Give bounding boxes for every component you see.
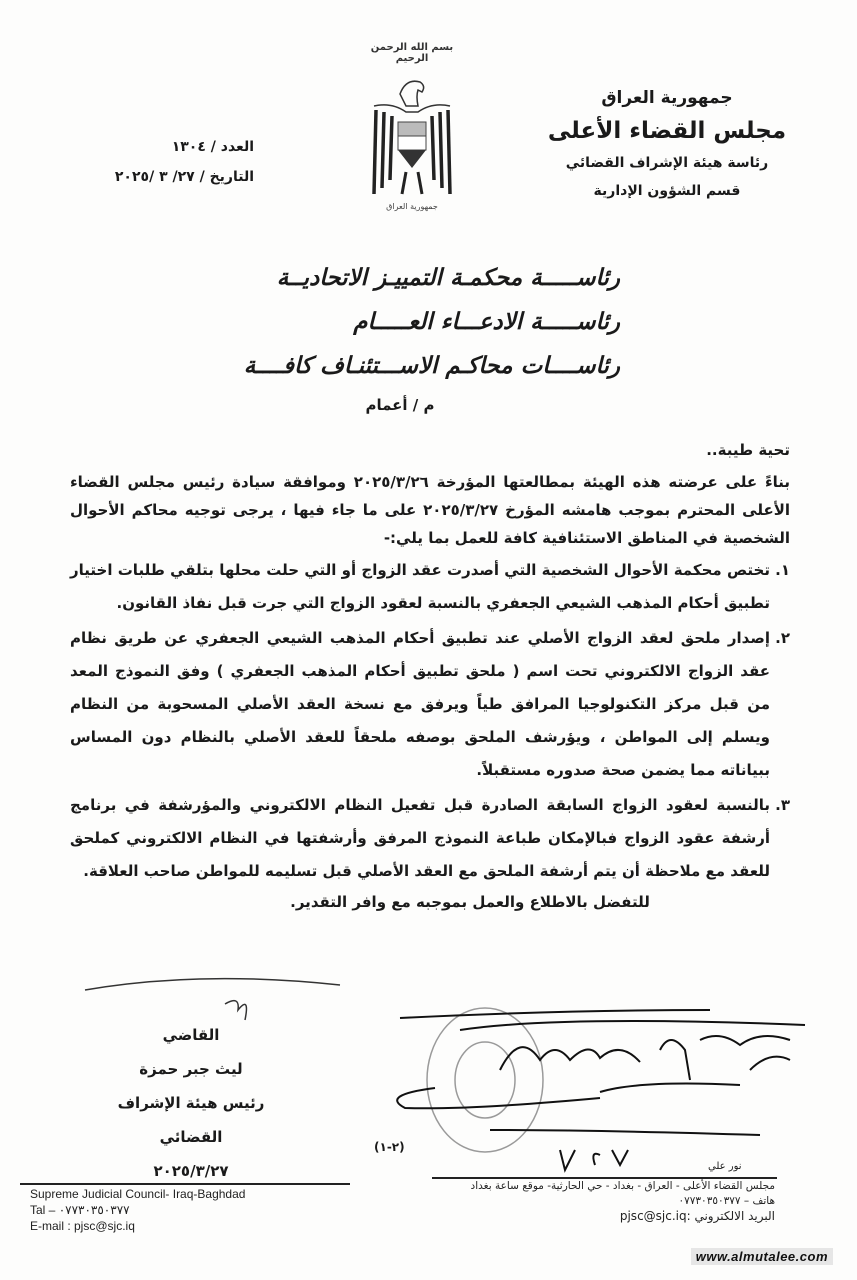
footer-org-en: Supreme Judicial Council- Iraq-Baghdad [30,1187,246,1201]
addressee-appeal-courts: رئاســــات محاكـم الاســـتئنـاف كافــــة [243,353,620,379]
directive-number: ٢. [775,629,790,647]
directive-number: ١. [775,561,790,579]
official-stamp-icon [427,1008,543,1152]
country-name: جمهورية العراق [601,88,733,108]
closing-line: للتفضل بالاطلاع والعمل بموجبه مع وافر التقدير. [290,893,650,911]
footer-divider [20,1183,350,1185]
initials-name: نور علي [708,1161,742,1172]
footer-address-ar: مجلس القضاء الأعلى - العراق - بغداد - حي الحارثية- موقع ساعة بغداد [470,1180,775,1192]
eagle-emblem-icon [362,66,462,216]
footer-email-en: E-mail : pjsc@sjc.iq [30,1219,135,1233]
signatory-title: القاضي [162,1026,220,1044]
subject-line: م / أعمام [365,396,435,414]
intro-paragraph: بناءً على عرضته هذه الهيئة بمطالعتها المؤرخة ٢٠٢٥/٣/٢٦ وموافقة سيادة رئيس مجلس القضاء الأعلى المحترم بموجب هامشه المؤرخ ٢٠٢٥/٣/٢٧ على ما جاء فيها ، يرجى توجيه محاكم الأحوال الشخصية في المناطق الاستئنافية كافة للعمل بما يلي:- [70,473,791,547]
directive-text: إصدار ملحق لعقد الزواج الأصلي عند تطبيق أحكام المذهب الشيعي الجعفري عن طريق نظام عقد الزواج الالكتروني تحت اسم ( ملحق تطبيق أحكام المذهب الجعفري ) وفق النموذج المعد من قبل مركز التكنولوجيا المرافق طياً ويرفق مع نسخة العقد الأصلي المسحوبة من النظام ويسلم إلى المواطن ، ويؤرشف الملحق بوصفه ملحقاً للعقد الأصلي بالنظام دون المساس ببياناته مما يضمن صحة صدوره مستقبلاً. [70,629,770,779]
council-name: مجلس القضاء الأعلى [547,118,787,144]
department-name: قسم الشؤون الإدارية [593,183,741,199]
footer-english [30,1186,245,1234]
footer-phone-ar: هاتف – ٠٧٧٣٠٣٥٠٣٧٧ [678,1195,775,1207]
signatory-name: ليث جبر حمزة [139,1060,243,1078]
handwritten-signature-icon [397,1010,805,1170]
letterhead-institution [537,82,797,204]
directive-item [70,622,790,787]
emblem-caption: جمهورية العراق [386,202,438,211]
signature-block [86,1018,296,1188]
directive-item [70,554,790,620]
footer-phone-en: Tal – ٠٧٧٣٠٣٥٠٣٧٧ [30,1203,130,1217]
basmala: بسم الله الرحمن الرحيم [370,42,454,64]
directive-text: بالنسبة لعقود الزواج السابقة الصادرة قبل تفعيل النظام الالكتروني والمؤرشفة في برنامج أرشفة عقود الزواج فبالإمكان طباعة النموذج المرفق وأرشفتها في النظام الالكتروني كملحق للعقد مع ملاحظة أن يتم أرشفة الملحق مع العقد الأصلي قبل تسليمه للمواطن صاحب العلاقة. [70,796,770,880]
presidency-name: رئاسة هيئة الإشراف القضائي [565,155,769,171]
directive-item [70,789,790,888]
directive-number: ٣. [775,796,790,814]
watermark-link[interactable]: www.almutalee.com [691,1248,833,1265]
directives-list [70,554,790,888]
signature-date: ٢٠٢٥/٣/٢٧ [153,1162,229,1180]
reference-number: العدد / ١٣٠٤ [171,139,254,155]
greeting: تحية طيبة.. [706,441,790,459]
document-date: التاريخ / ٢٧/ ٣ /٢٠٢٥ [114,169,254,185]
footer-email-ar: البريد الالكتروني :pjsc@sjc.iq [619,1209,775,1223]
reference-block [84,132,254,192]
iraq-emblem [356,42,468,222]
addressee-public-prosecution: رئاســـــة الادعـــاء العـــــام [353,309,620,335]
footer-arabic [435,1179,775,1224]
letter-body [70,436,790,916]
addressees [200,256,620,422]
addressee-federal-cassation-court: رئاســـــة محكمـة التمييـز الاتحاديــة [276,265,620,291]
page-number: (٢-١) [374,1140,405,1154]
directive-text: تختص محكمة الأحوال الشخصية التي أصدرت عقد الزواج أو التي حلت محلها بتلقي طلبات اختيار تطبيق أحكام المذهب الشيعي الجعفري بالنسبة لعقود الزواج التي جرت قبل نفاذ القانون. [70,561,770,612]
approval-scribble-icon [85,979,340,1020]
signatory-position: رئيس هيئة الإشراف القضائي [117,1094,265,1146]
